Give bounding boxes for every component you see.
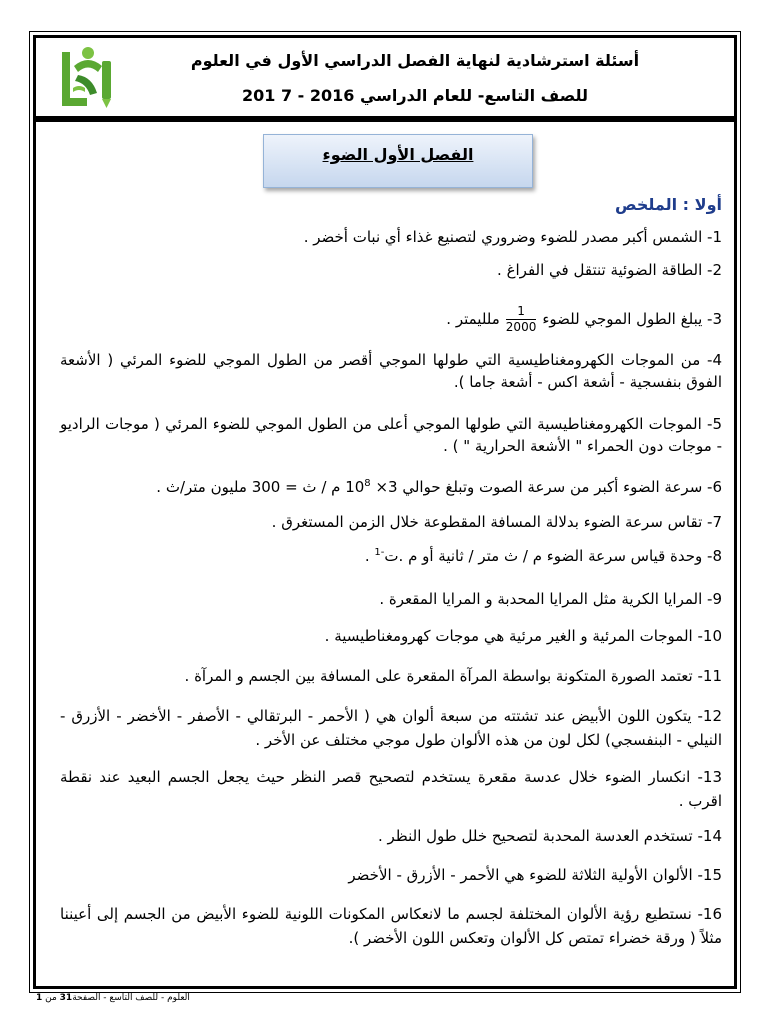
footer-text: العلوم - للصف التاسع - الصفحة	[72, 993, 190, 1003]
footer-page-number: 31	[59, 993, 73, 1003]
summary-item-16: 16- نستطيع رؤية الألوان المختلفة لجسم ما لانعكاس المكونات اللونية للضوء الأبيض من الجسم إلى أعيننا مثلاً ( ورقة خضراء تمتص كل الألوان وتعكس اللون الأخضر ).	[60, 905, 722, 947]
summary-item-6	[60, 476, 722, 498]
summary-item-13: 13- انكسار الضوء خلال عدسة مقعرة يستخدم لتصحيح قصر النظر حيث يجعل الجسم البعيد عند نقطة اقرب .	[60, 768, 722, 810]
summary-item-3-text: 3- يبلغ الطول الموجي للضوء	[542, 310, 722, 328]
summary-item-3	[60, 301, 722, 337]
summary-list	[60, 226, 722, 950]
summary-item-9: 9- المرايا الكرية مثل المرايا المحدبة و المرايا المقعرة .	[379, 590, 722, 608]
header-title: أسئلة استرشادية لنهاية الفصل الدراسي الأول في العلوم	[190, 51, 640, 70]
footer-of: من	[42, 993, 60, 1003]
chapter-title-box	[263, 134, 533, 188]
fraction-numerator: 1	[506, 304, 537, 320]
fraction	[506, 304, 537, 335]
header-titles	[140, 50, 690, 107]
unit-superscript: -1	[374, 547, 385, 558]
summary-item-10: 10- الموجات المرئية و الغير مرئية هي موجات كهرومغناطيسية .	[324, 627, 722, 645]
summary-item-6-text: 6- سرعة الضوء أكبر من سرعة الصوت وتبلغ حوالي 3× 10	[345, 478, 722, 496]
footer-total: 1	[36, 993, 43, 1003]
fraction-denominator: 2000	[505, 320, 537, 334]
summary-item-15: 15- الألوان الأولية الثلاثة للضوء هي الأحمر - الأزرق - الأخضر	[348, 866, 722, 884]
summary-item-8-rest: .	[364, 547, 375, 565]
summary-item-11: 11- تعتمد الصورة المتكونة بواسطة المرآة المقعرة على المسافة بين الجسم و المرآة .	[184, 667, 722, 685]
summary-item-8	[60, 545, 722, 567]
logo	[57, 44, 117, 110]
summary-item-5: 5- الموجات الكهرومغناطيسية التي طولها الموجي أعلى من الطول الموجي للضوء المرئي ( موجات الراديو - موجات دون الحمراء " الأشعة الحرارية " ) .	[60, 415, 722, 455]
footer	[36, 992, 190, 1004]
chapter-title: الفصل الأول الضوء	[322, 145, 474, 164]
summary-item-4: 4- من الموجات الكهرومغناطيسية التي طولها الموجي أقصر من الطول الموجي للضوء المرئي ( الأشعة الفوق بنفسجية - أشعة اكس - أشعة جاما ).	[60, 351, 722, 391]
summary-item-6-rest: م / ث = 300 مليون متر/ث .	[156, 478, 346, 496]
summary-item-8-text: 8- وحدة قياس سرعة الضوء م / ث متر / ثانية أو م .ت	[384, 547, 722, 565]
summary-item-2: 2- الطاقة الضوئية تنتقل في الفراغ .	[497, 261, 722, 279]
summary-item-14: 14- تستخدم العدسة المحدبة لتصحيح خلل طول النظر .	[377, 827, 722, 845]
summary-item-12: 12- يتكون اللون الأبيض عند تشتته من سبعة ألوان هي ( الأحمر - البرتقالي - الأصفر - الأخضر - الأزرق - النيلي - البنفسجي) لكل لون من هذه الألوان طول موجي مختلف عن الأخر .	[60, 707, 722, 749]
exponent-superscript: 8	[364, 478, 371, 489]
summary-item-3-unit: ملليمتر .	[446, 310, 500, 328]
summary-item-7: 7- تقاس سرعة الضوء بدلالة المسافة المقطوعة خلال الزمن المستغرق .	[271, 513, 722, 531]
summary-item-1: 1- الشمس أكبر مصدر للضوء وضروري لتصنيع غذاء أي نبات أخضر .	[303, 228, 722, 246]
section-heading: أولا : الملخص	[615, 195, 722, 214]
header-subtitle: للصف التاسع- للعام الدراسي 2016 - 7 201	[241, 86, 589, 105]
